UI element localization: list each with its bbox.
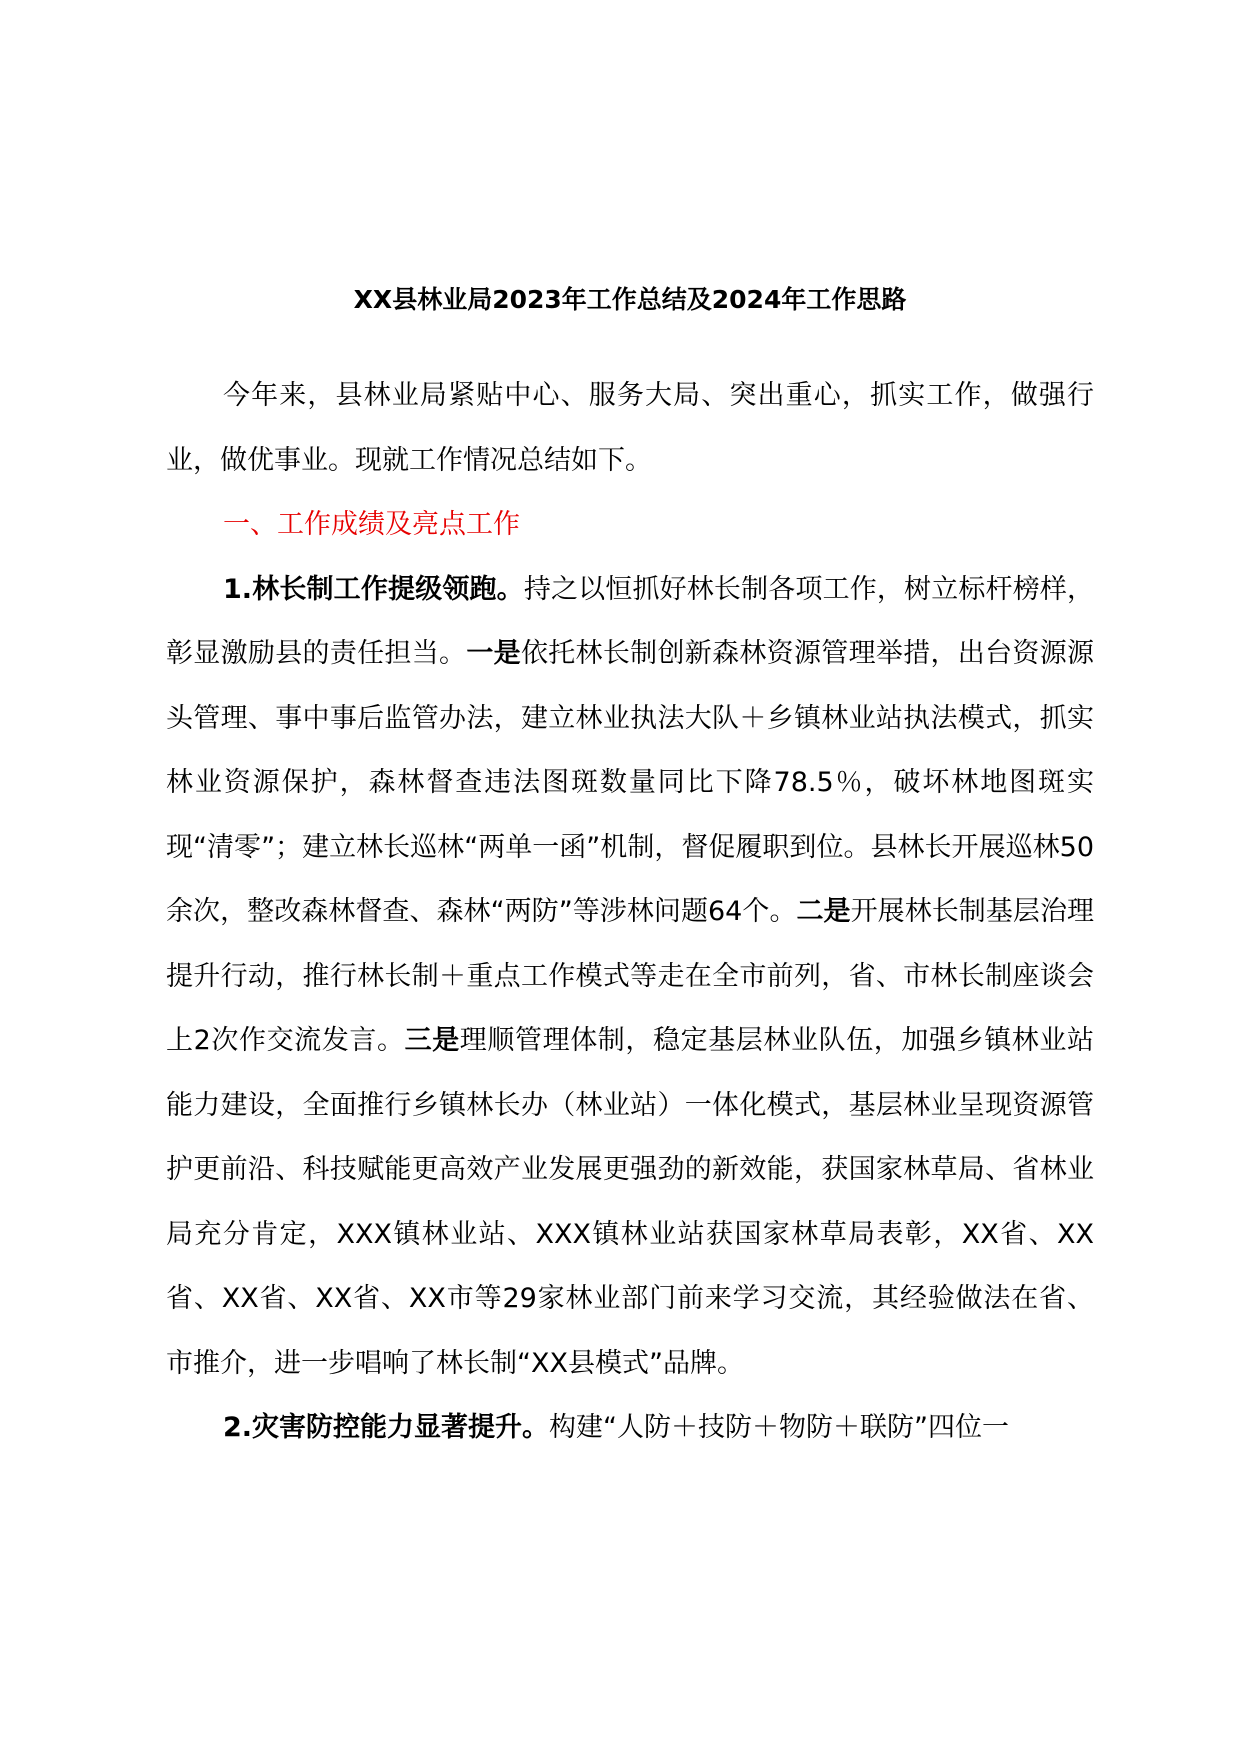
item-1-marker-3: 三是 (404, 1025, 460, 1056)
intro-paragraph: 今年来，县林业局紧贴中心、服务大局、突出重心，抓实工作，做强行业，做优事业。现就工作情况总结如下。 (166, 380, 1094, 476)
document-title: XX县林业局2023年工作总结及2024年工作思路 (353, 285, 907, 314)
item-1-paragraph (166, 558, 1094, 1397)
item-1-marker-2: 二是 (796, 896, 851, 927)
item-1-text-b: 依托林长制创新森林资源管理举措，出台资源源头管理、事中事后监管办法，建立林业执法大队＋乡镇林业站执法模式，抓实林业资源保护，森林督查违法图斑数量同比下降78.5％，破坏林地图斑实现“清零”；建立林长巡林“两单一函”机制，督促履职到位。县林长开展巡林50余次，整改森林督查、森林“两防”等涉林问题64个。 (166, 638, 1095, 927)
item-2-paragraph (166, 1396, 1094, 1461)
item-2-heading: 2.灾害防控能力显著提升。 (223, 1412, 550, 1443)
item-2-text-a: 构建“人防＋技防＋物防＋联防”四位一 (549, 1412, 1010, 1443)
item-1-heading: 1.林长制工作提级领跑。 (223, 573, 524, 605)
section-heading: 一、工作成绩及亮点工作 (223, 509, 520, 540)
item-1-text-c: 开展林长制基层治理提升行动，推行林长制＋重点工作模式等走在全市前列，省、市林长制座谈会上2次作交流发言。 (166, 896, 1094, 1056)
item-1-text-d: 理顺管理体制，稳定基层林业队伍，加强乡镇林业站能力建设，全面推行乡镇林长办（林业站）一体化模式，基层林业呈现资源管护更前沿、科技赋能更高效产业发展更强劲的新效能，获国家林草局、省林业局充分肯定，XXX镇林业站、XXX镇林业站获国家林草局表彰，XX省、XX省、XX省、XX省、XX市等29家林业部门前来学习交流，其经验做法在省、市推介，进一步唱响了林长制“XX县模式”品牌。 (166, 1025, 1095, 1379)
item-1-marker-1: 一是 (466, 638, 521, 669)
item-1-text-a: 持之以恒抓好林长制各项工作，树立标杆榜样，彰显激励县的责任担当。 (166, 573, 1095, 669)
document-page (166, 270, 1094, 1461)
